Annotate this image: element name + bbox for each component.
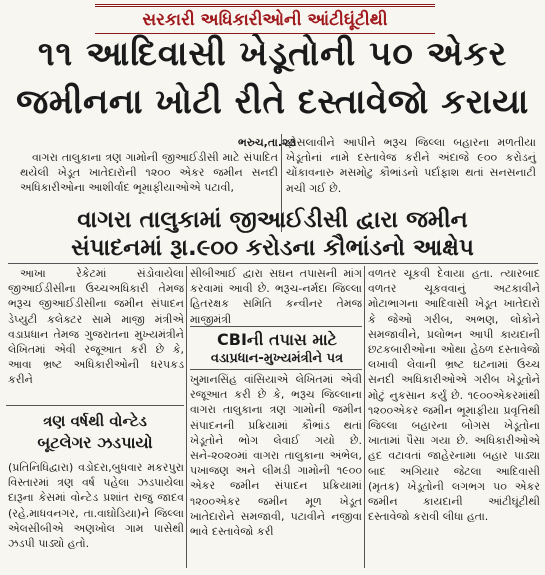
- cbi-box-title: CBIની તપાસ માટે: [217, 330, 337, 349]
- side-story-rule: [6, 405, 184, 406]
- headline-line-2: જમીનના ખોટી રીતે દસ્તાવેજો કરાયા: [16, 82, 529, 122]
- subheadline-line-1: વાગરા તાલુકામાં જીઆઈડીસી દ્વારા જમીન: [77, 207, 468, 233]
- column-2-text: સીબીઆઈ દ્વારા સઘન તપાસની માંગ કરવામાં આવી છે. ભરૂચ-નર્મદા જિલ્લા હિતરક્ષક સમિતિ કન્વીનર તેમજ માજીમંત્રી: [190, 267, 362, 326]
- subheadline-line-2: સંપાદનમાં રૂા.૯૦૦ કરોડના કૌભાંડનો આક્ષેપ: [71, 235, 474, 261]
- column-divider: [186, 266, 187, 568]
- side-story-title-1: ત્રણ વર્ષથી વોન્ટેડ: [43, 412, 147, 430]
- column-divider: [364, 266, 365, 568]
- section-rule: [8, 263, 538, 264]
- box-rule: [190, 369, 362, 370]
- kicker-banner: સરકારી અધિકારીઓની આંટીઘૂંટીથી: [95, 4, 435, 34]
- column-1-text: આખા રેકેટમાં સંડોવાયેલા જીઆઈડીસીના ઉચ્ચઅધિકારી તેમજ ભરૂચ જીઆઈડીસીના જમીન સંપાદન ડેપ્યુટી કલેક્ટર સામે માજી મંત્રીએ વડાપ્રધાન તેમજ ગુજરાતના મુખ્યમંત્રીને લેખિતમાં એવી રજૂઆત કરી છે કે, આવા ભ્રષ્ટ અધિકારીઓની ધરપકડ કરીને: [8, 267, 184, 387]
- cbi-box-subtitle: વડાપ્રધાન-મુખ્યમંત્રીને પત્ર: [210, 351, 344, 366]
- column-2-body: ખુમાનસિંહ વાંસિયાએ લેખિતમાં એવી રજૂઆત કરી છે કે, ભરૂચ જિલ્લાના વાગરા તાલુકાના ત્રણ ગામોની જમીન સંપાદનની પ્રક્રિયામાં કૌભાંડ થતાં ખેડૂતોને ભોગ લેવાઈ ગયો છે. સને-૨૦૨૦માં વાગરા તાલુકાના અંભેલ, પખાજણ અને લીમડી ગામોની ૧૯૦૦ એકર જમીન સંપાદન પ્રક્રિયામાં ૧૨૦૦એકર જમીન મૂળ ખેડૂત ખાતેદારોને સમજાવી, પટાવીને નજીવા ભાવે દસ્તાવેજો કરી: [190, 373, 362, 539]
- box-rule: [190, 326, 362, 327]
- headline-line-1: ૧૧ આદિવાસી ખેડૂતોની ૫૦ એકર: [37, 34, 508, 74]
- dateline: ભરુચ,તા.૨૩: [238, 136, 296, 149]
- lede-left-text: વાગરા તાલુકાના ત્રણ ગામોની જીઆઈડીસી માટે સંપાદિત થયેલી ખેડૂત ખાતેદારોની ૧૨૦૦ એકર જમીન સનદી અધિકારીઓના આશીર્વાદ ભૂમાફીયાઓએ પટાવી,: [20, 151, 278, 195]
- lede-right-text: ફોસલાવીને આપીને ભરૂચ જિલ્લા બહારના મળતીયા ખેડૂતોનાં નામે દસ્તાવેજ કરીને અંદાજે ૯૦૦ કરોડનું ચોંકાવનારુ મસમોટુ કૌભાંડનો પર્દાફાશ થતાં સનસનાટી મચી ગઈ છે.: [286, 136, 536, 195]
- side-story-title-2: બૂટલેગર ઝડપાયો: [37, 433, 153, 452]
- side-story-body: (પ્રતિનિધિદ્વારા) વડોદરા,બુધવાર મકરપુરા વિસ્તારમાં ત્રણ વર્ષ પહેલા ઝડપાયેલા દારૂના કેસમાં વોન્ટેડ પ્રશાંત રાજુ જાદવ (રહે.માધવનગર, તા.વાઘોડિયા)ને જિલ્લા એલસીબીએ અણખોલ ગામ પાસેથી ઝડપી પાડ્યો હતો.: [8, 461, 184, 551]
- column-3-text: વળતર ચૂકવી દેવાયા હતા. ત્યારબાદ વળતર ચૂકવવાનું અટકાવીને મોટાભાગના આદિવાસી ખેડૂત ખાતેદારો કે જેઓ ગરીબ, અભણ, લોકોને સમજાવીને, પ્રલોભન આપી કાયદાની છટકબારીઓના ઓથા હેઠળ દસ્તાવેજો લખાવી લેવાની ભ્રષ્ટ ઘટનામાં ઉચ્ચ સનદી અધિકારીઓએ ગરીબ ખેડૂતોને મોટું નુકસાન કર્યું છે. ૧૯૦૦એકરમાંથી ૧૨૦૦એકર જમીન ભૂમાફીયા પ્રવૃત્તિથી જિલ્લા બહારના બોગસ ખેડૂતોના ખાતામાં પૈસા ગયા છે. અધિકારીઓએ હદ વટાવતાં જાહેરનામા બહાર પાડ્યા બાદ અગિયાર જેટલા આદિવાસી (મૃતક) ખેડૂતોની લગભગ ૫૦ એકર જમીન કાયદાની આંટીઘૂંટીથી દસ્તાવેજો કરાવી લીધા હતા.: [368, 267, 540, 524]
